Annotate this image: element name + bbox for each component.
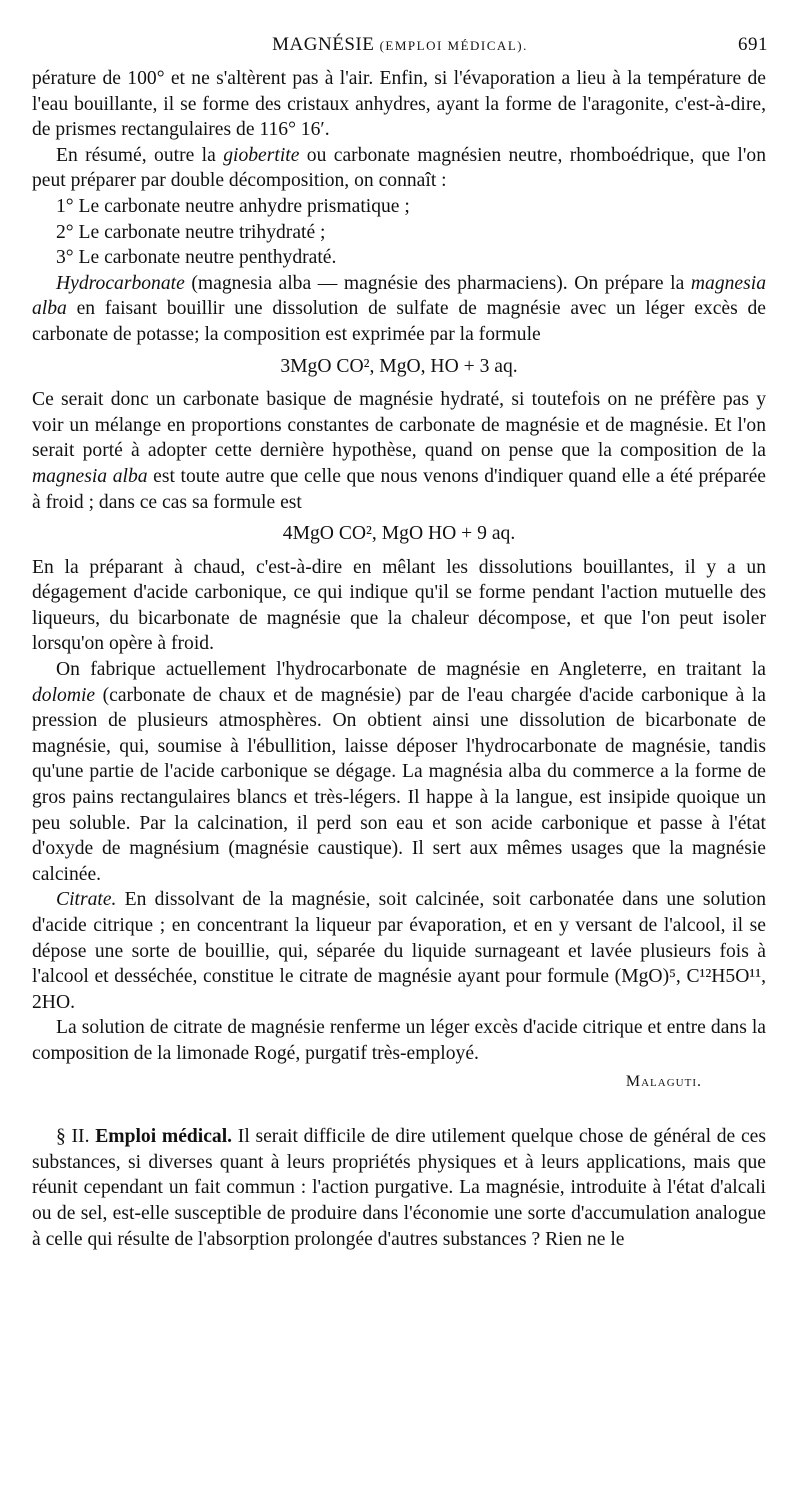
- paragraph: [32, 887, 766, 1015]
- text: en faisant bouillir une dissolution de sulfate de magnésie avec un léger excès de carbonate de potasse; la composition est exprimée par la formule: [32, 298, 766, 345]
- header-subtitle: (EMPLOI MÉDICAL).: [379, 38, 528, 53]
- paragraph: [32, 143, 766, 194]
- header-title-main: MAGNÉSIE: [272, 34, 375, 55]
- text: est toute autre que celle que nous venons d'indiquer quand elle a été préparée à froid ; dans ce cas sa formule est: [32, 465, 766, 513]
- text: Ce serait donc un carbonate basique de magnésie hydraté, si toutefois on ne préfère pas y voir un mélange en proportions constantes de carbonate de magnésie et de magnésie. Et l'on serait porté à adopter cette dernière hypothèse, quand on pense que la composition de la: [32, 389, 766, 462]
- section-number: § II.: [56, 1126, 96, 1148]
- list-item: 2° Le carbonate neutre trihydraté ;: [56, 221, 326, 243]
- list-item: 3° Le carbonate neutre penthydraté.: [56, 247, 337, 269]
- author-signature: Malaguti.: [625, 1072, 702, 1090]
- emphasis: Hydrocarbonate: [56, 272, 185, 294]
- header-title: [32, 34, 768, 56]
- page-number: 691: [738, 34, 768, 55]
- text: En dissolvant de la magnésie, soit calcinée, soit carbonatée dans une solution d'acide citrique ; en concentrant la liqueur par évaporation, et en y versant de l'alcool, il se dépose une sorte de bouillie, qui, séparée du liquide surnageant et lavée plusieurs fois à l'alcool et desséchée, constitue le citrate de magnésie ayant pour formule (MgO)⁵, C¹²H5O¹¹, 2HO.: [32, 889, 766, 1013]
- section-title: Emploi médical.: [95, 1126, 233, 1148]
- text: ou carbonate magnésien neutre, rhomboédrique, que l'on peut préparer par double décomposition, on connaît :: [32, 144, 766, 192]
- paragraph: En la préparant à chaud, c'est-à-dire en mêlant les dissolutions bouillantes, il y a un dégagement d'acide carbonique, ce qui indique qu'il se forme pendant l'action mutuelle des liqueurs, du bicarbonate de magnésie que la chaleur décompose, et que l'on peut isoler lorsqu'on opère à froid.: [32, 556, 766, 655]
- emphasis: magnesia alba: [32, 272, 766, 320]
- text: En résumé, outre la: [56, 144, 224, 166]
- text: (carbonate de chaux et de magnésie) par de l'eau chargée d'acide carbonique à la pression de plusieurs atmosphères. On obtient ainsi une dissolution de bicarbonate de magnésie, qui, soumise à l'ébullition, laisse déposer l'hydrocarbonate de magnésie, tandis qu'une partie de l'acide carbonique se dégage. La magnésia alba du commerce a la forme de gros pains rectangulaires blancs et très-légers. Il happe à la langue, est insipide quoique un peu soluble. Par la calcination, il perd son eau et son acide carbonique et passe à l'état d'oxyde de magnésium (magnésie caustique). Il sert aux mêmes usages que la magnésie calcinée.: [32, 684, 766, 885]
- running-header: [32, 34, 768, 60]
- text: Il serait difficile de dire utilement quelque chose de général de ces substances, si diverses quant à leurs propriétés physiques et à leurs applications, mais que réunit cependant un fait commun : l'action purgative. La magnésie, introduite à l'état d'alcali ou de sel, est-elle susceptible de produire dans l'économie une sorte d'accumulation analogue à celle qui résulte de l'absorption prolongée d'autres substances ? Rien ne le: [32, 1126, 766, 1250]
- paragraph: [32, 387, 766, 515]
- paragraph: La solution de citrate de magnésie renferme un léger excès d'acide citrique et entre dans la composition de la limonade Rogé, purgatif très-employé.: [32, 1017, 766, 1064]
- list-item: 1° Le carbonate neutre anhydre prismatique ;: [56, 195, 410, 217]
- paragraph: pérature de 100° et ne s'altèrent pas à l'air. Enfin, si l'évaporation a lieu à la température de l'eau bouillante, il se forme des cristaux anhydres, ayant la forme de l'aragonite, c'est-à-dire, de prismes rectangulaires de 116° 16′.: [32, 68, 766, 141]
- formula: 3MgO CO², MgO, HO + 3 aq.: [280, 355, 518, 377]
- emphasis: magnesia alba: [32, 465, 148, 487]
- formula: 4MgO CO², MgO HO + 9 aq.: [282, 523, 516, 545]
- text: (magnesia alba — magnésie des pharmaciens). On prépare la: [184, 272, 691, 294]
- text: On fabrique actuellement l'hydrocarbonate de magnésie en Angleterre, en traitant la: [56, 659, 766, 681]
- section-paragraph: [32, 1124, 766, 1252]
- paragraph: [32, 657, 766, 887]
- paragraph: [32, 271, 766, 348]
- page-body: [32, 66, 766, 1252]
- emphasis: giobertite: [223, 144, 300, 166]
- emphasis: dolomie: [32, 684, 96, 706]
- carbonate-list: [32, 194, 766, 271]
- emphasis: Citrate.: [56, 889, 117, 911]
